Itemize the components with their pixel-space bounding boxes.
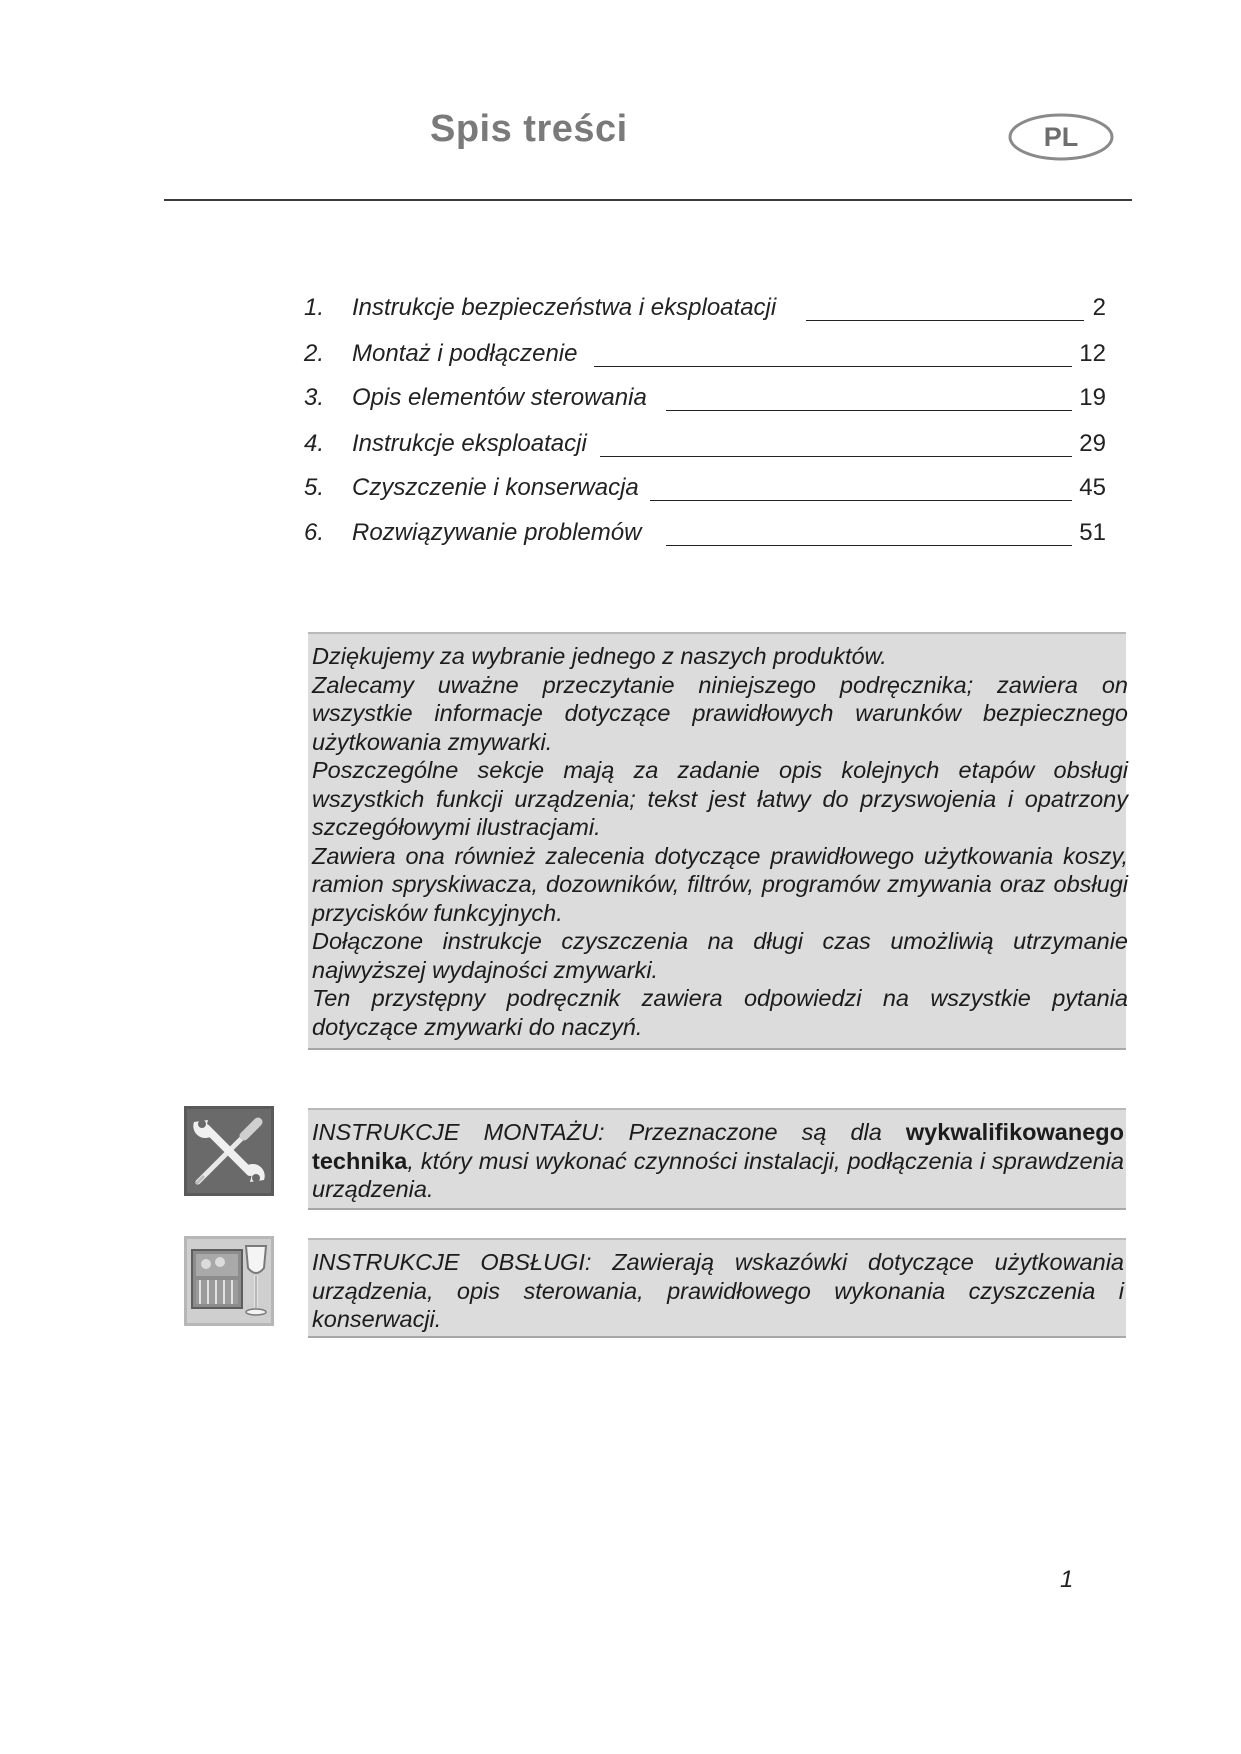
intro-text xyxy=(312,642,1128,1041)
toc-page-number: 29 xyxy=(1079,430,1106,457)
header-divider xyxy=(164,199,1132,201)
toc-number: 5. xyxy=(304,474,325,501)
toc-entry[interactable] xyxy=(304,515,1106,549)
intro-box xyxy=(308,632,1126,1050)
toc-entry[interactable] xyxy=(304,426,1106,460)
toc-entry[interactable] xyxy=(304,470,1106,504)
toc-entry[interactable] xyxy=(304,380,1106,414)
page-number: 1 xyxy=(1060,1566,1074,1593)
toc-number: 3. xyxy=(304,384,325,411)
mounting-text-start: INSTRUKCJE MONTAŻU: Przeznaczone są dla xyxy=(312,1119,906,1145)
toc-leader-line xyxy=(650,470,1072,501)
usage-instructions-text: INSTRUKCJE OBSŁUGI: Zawierają wskazówki dotyczące użytkowania urządzenia, opis sterowania, prawidłowego wykonania czyszczenia i konserwacji. xyxy=(312,1249,1124,1332)
toc-page-number: 19 xyxy=(1079,384,1106,411)
toc-label: Instrukcje eksploatacji xyxy=(352,430,587,457)
toc-label: Opis elementów sterowania xyxy=(352,384,647,411)
toc-number: 2. xyxy=(304,340,325,367)
toc-page-number: 45 xyxy=(1079,474,1106,501)
dishwasher-glass-icon xyxy=(184,1236,274,1326)
toc-page-number: 12 xyxy=(1079,340,1106,367)
intro-paragraph: Zawiera ona również zalecenia dotyczące prawidłowego użytkowania koszy, ramion spryskiwacza, dozowników, filtrów, programów zmywania oraz obsługi przycisków funkcyjnych. xyxy=(312,842,1128,926)
intro-paragraph: Zalecamy uważne przeczytanie niniejszego podręcznika; zawiera on wszystkie informacje dotyczące prawidłowych warunków bezpiecznego użytkowania zmywarki. xyxy=(312,671,1128,755)
toc-page-number: 51 xyxy=(1079,519,1106,546)
toc-label: Montaż i podłączenie xyxy=(352,340,578,367)
language-badge xyxy=(1008,112,1114,162)
mounting-text-emphasis: wykwalifikowanego technika xyxy=(312,1119,1124,1174)
toc-leader-line xyxy=(600,426,1072,457)
toc-entry[interactable] xyxy=(304,290,1106,324)
toc-label: Rozwiązywanie problemów xyxy=(352,519,642,546)
toc-number: 6. xyxy=(304,519,325,546)
toc-page-number: 2 xyxy=(1092,294,1106,321)
toc-label: Instrukcje bezpieczeństwa i eksploatacji xyxy=(352,294,777,321)
mounting-text-end: , który musi wykonać czynności instalacji, podłączenia i sprawdzenia urządzenia. xyxy=(312,1147,1124,1202)
wrench-screwdriver-icon xyxy=(184,1106,274,1196)
toc-entry[interactable] xyxy=(304,336,1106,370)
toc-number: 4. xyxy=(304,430,325,457)
intro-paragraph: Ten przystępny podręcznik zawiera odpowiedzi na wszystkie pytania dotyczące zmywarki do naczyń. xyxy=(312,985,1128,1040)
toc-leader-line xyxy=(666,515,1072,546)
language-badge-text: PL xyxy=(1043,122,1079,152)
page-title: Spis treści xyxy=(430,108,628,150)
toc-label: Czyszczenie i konserwacja xyxy=(352,474,639,501)
toc-leader-line xyxy=(806,290,1084,321)
toc-leader-line xyxy=(594,336,1072,367)
intro-paragraph: Dołączone instrukcje czyszczenia na długi czas umożliwią utrzymanie najwyższej wydajności zmywarki. xyxy=(312,928,1128,983)
toc-leader-line xyxy=(666,380,1072,411)
toc-number: 1. xyxy=(304,294,325,321)
intro-paragraph: Poszczególne sekcje mają za zadanie opis kolejnych etapów obsługi wszystkich funkcji urządzenia; tekst jest łatwy do przyswojenia i opatrzony szczegółowymi ilustracjami. xyxy=(312,757,1128,840)
usage-instructions-box xyxy=(308,1238,1126,1338)
mounting-instructions-text xyxy=(312,1118,1124,1204)
mounting-instructions-box xyxy=(308,1108,1126,1210)
intro-paragraph: Dziękujemy za wybranie jednego z naszych produktów. xyxy=(312,643,887,669)
